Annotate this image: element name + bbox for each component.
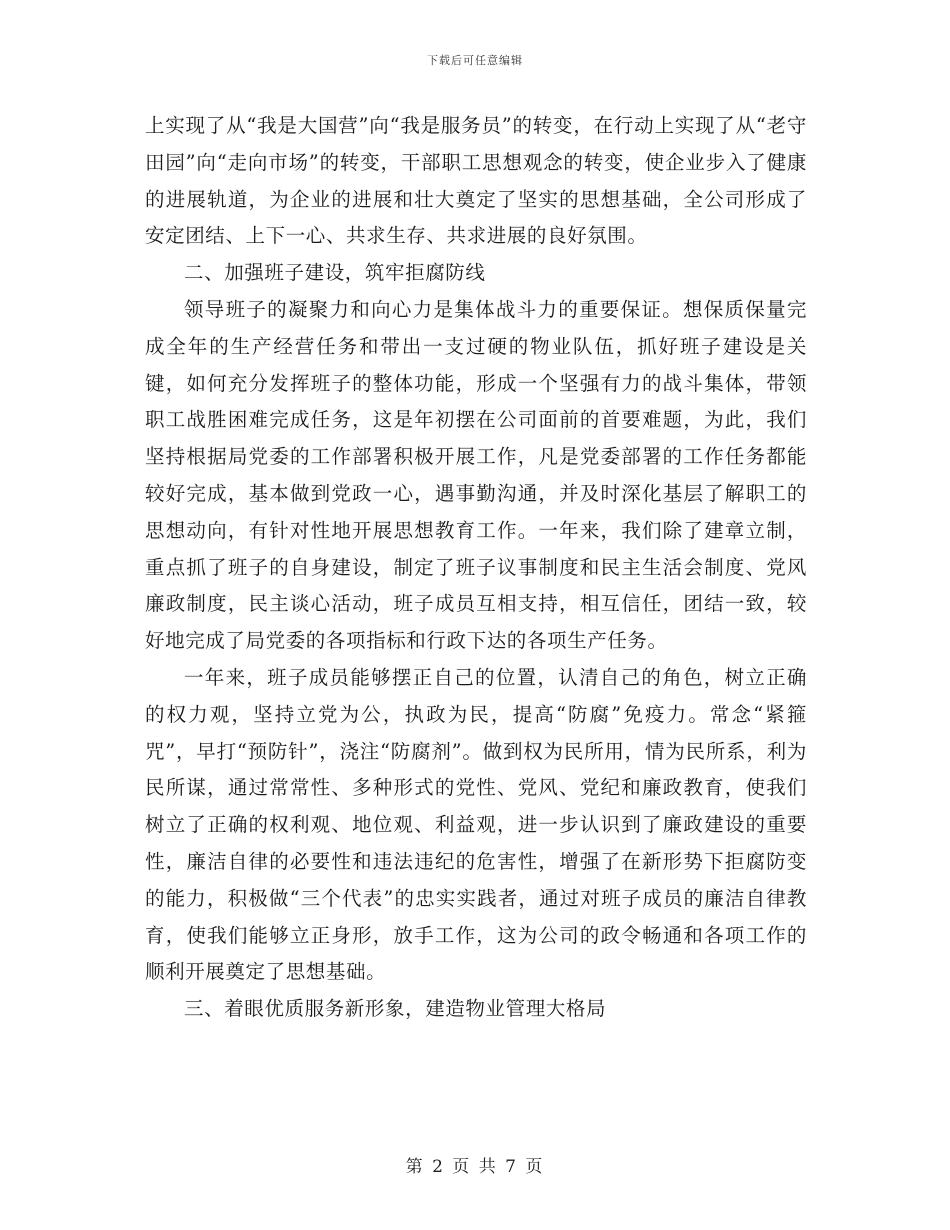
page-header-note: 下载后可任意编辑 (427, 54, 523, 67)
page-number: 第 2 页 共 7 页 (405, 1157, 545, 1177)
document-body (145, 108, 807, 1028)
section-heading-2: 二、加强班子建设，筑牢拒腐防线 (184, 261, 486, 285)
paragraph-continuation: 上实现了从“我是大国营”向“我是服务员”的转变，在行动上实现了从“老守田园”向“走向市场”的转变，干部职工思想观念的转变，使企业步入了健康的进展轨道，为企业的进展和壮大奠定了坚实的思想基础，全公司形成了安定团结、上下一心、共求生存、共求进展的良好氛围。 (145, 114, 807, 248)
section-heading-3: 三、着眼优质服务新形象，建造物业管理大格局 (184, 997, 607, 1021)
paragraph-anticorruption: 一年来，班子成员能够摆正自己的位置，认清自己的角色，树立正确的权力观，坚持立党为公，执政为民，提高“防腐”免疫力。常念“紧箍咒”，早打“预防针”，浇注“防腐剂”。做到权为民所用，情为民所系，利为民所谋，通过常常性、多种形式的党性、党风、党纪和廉政教育，使我们树立了正确的权利观、地位观、利益观，进一步认识到了廉政建设的重要性，廉洁自律的必要性和违法违纪的危害性，增强了在新形势下拒腐防变的能力，积极做“三个代表”的忠实实践者，通过对班子成员的廉洁自律教育，使我们能够立正身形，放手工作，这为公司的政令畅通和各项工作的顺利开展奠定了思想基础。 (145, 665, 807, 984)
paragraph-leadership: 领导班子的凝聚力和向心力是集体战斗力的重要保证。想保质保量完成全年的生产经营任务和带出一支过硬的物业队伍，抓好班子建设是关键，如何充分发挥班子的整体功能，形成一个坚强有力的战斗集体，带领职工战胜困难完成任务，这是年初摆在公司面前的首要难题，为此，我们坚持根据局党委的工作部署积极开展工作，凡是党委部署的工作任务都能较好完成，基本做到党政一心，遇事勤沟通，并及时深化基层了解职工的思想动向，有针对性地开展思想教育工作。一年来，我们除了建章立制，重点抓了班子的自身建设，制定了班子议事制度和民主生活会制度、党风廉政制度，民主谈心活动，班子成员互相支持，相互信任，团结一致，较好地完成了局党委的各项指标和行政下达的各项生产任务。 (145, 297, 807, 653)
